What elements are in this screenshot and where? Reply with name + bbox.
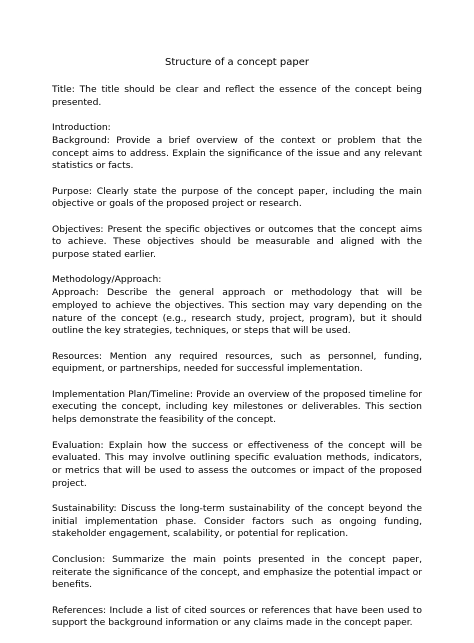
document-body [52, 84, 422, 643]
paragraph-title: Title: The title should be clear and reflect the essence of the concept being presented. [52, 84, 422, 108]
paragraph-implementation: Implementation Plan/Timeline: Provide an overview of the proposed timeline for executing the concept, including key milestones or deliverables. This section helps demonstrate the feasibility of the concept. [52, 388, 422, 426]
paragraph-objectives: Objectives: Present the specific objectives or outcomes that the concept aims to achieve. These objectives should be measurable and aligned with the purpose stated earlier. [52, 223, 422, 261]
methodology-approach-text: Approach: Describe the general approach or methodology that will be employed to achieve the objectives. This section may vary depending on the nature of the concept (e.g., research study, project, program), but it should outline the key strategies, techniques, or steps that will be used. [52, 287, 422, 337]
paragraph-methodology [52, 274, 422, 338]
paragraph-conclusion: Conclusion: Summarize the main points presented in the concept paper, reiterate the significance of the concept, and emphasize the potential impact or benefits. [52, 553, 422, 591]
paragraph-purpose: Purpose: Clearly state the purpose of the concept paper, including the main objective or goals of the proposed project or research. [52, 185, 422, 210]
methodology-heading: Methodology/Approach: [52, 274, 162, 286]
document-title: Structure of a concept paper [165, 57, 309, 68]
paragraph-resources: Resources: Mention any required resources, such as personnel, funding, equipment, or partnerships, needed for successful implementation. [52, 350, 422, 375]
introduction-background-text: Background: Provide a brief overview of the context or problem that the concept aims to address. Explain the significance of the issue and any relevant statistics or facts. [52, 134, 422, 172]
paragraph-references: References: Include a list of cited sources or references that have been used to support the background information or any claims made in the concept paper. [52, 604, 422, 629]
paragraph-sustainability: Sustainability: Discuss the long-term sustainability of the concept beyond the initial implementation phase. Consider factors such as ongoing funding, stakeholder engagement, scalability, or potential for replication. [52, 503, 422, 540]
paragraph-introduction [52, 122, 422, 173]
paragraph-evaluation: Evaluation: Explain how the success or effectiveness of the concept will be evaluated. This may involve outlining specific evaluation methods, indicators, or metrics that will be used to assess the outcomes or impact of the proposed project. [52, 439, 422, 489]
introduction-heading: Introduction: [52, 122, 111, 134]
